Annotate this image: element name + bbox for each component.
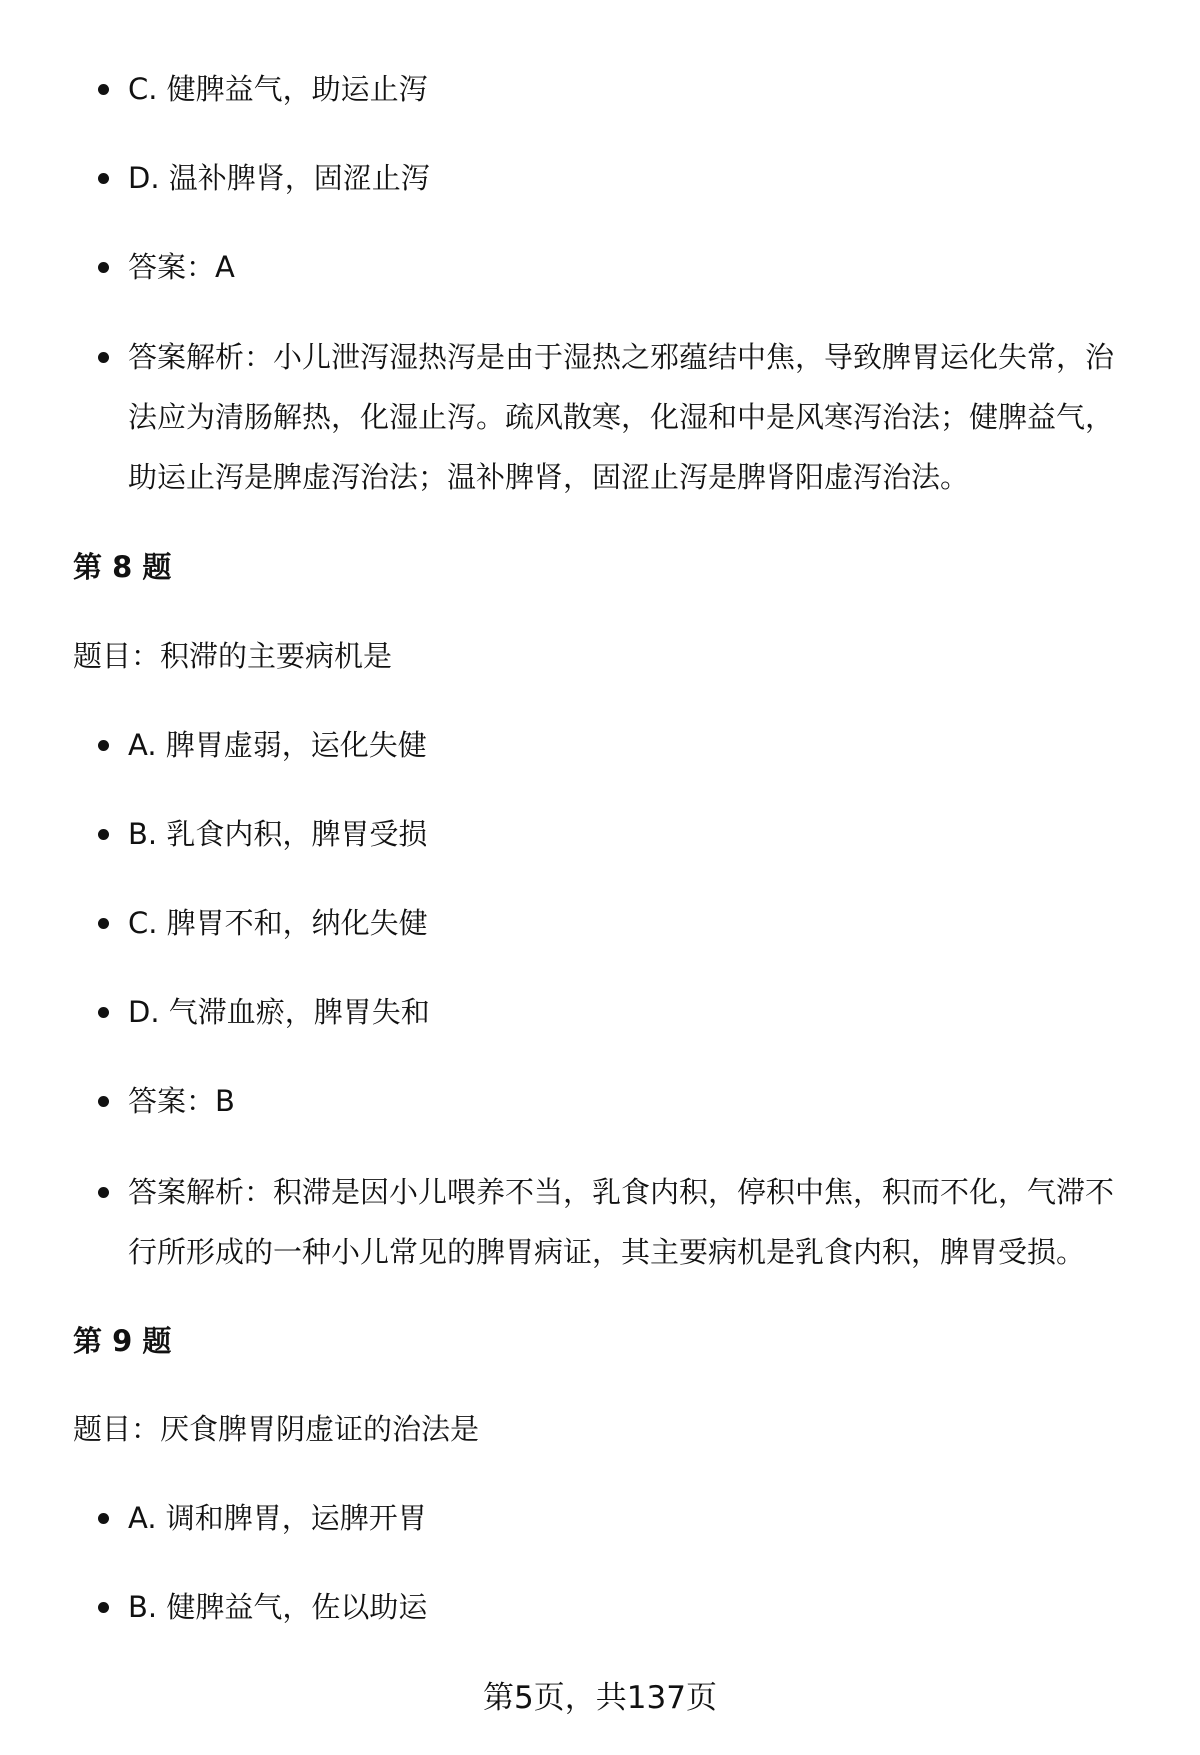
option-text: C. 脾胃不和，纳化失健 xyxy=(128,906,428,940)
option-text: A. 脾胃虚弱，运化失健 xyxy=(128,728,427,762)
bullet-icon xyxy=(98,918,109,929)
bullet-icon xyxy=(98,352,109,363)
q7-answer xyxy=(128,237,1138,297)
option-text: B. 健脾益气，佐以助运 xyxy=(128,1590,428,1624)
bullet-icon xyxy=(98,829,109,840)
answer-text: 答案：B xyxy=(128,1084,235,1118)
q8-heading: 第 8 题 xyxy=(73,550,172,584)
q8-explanation xyxy=(128,1162,1138,1282)
q9-option-a xyxy=(128,1488,1138,1548)
bullet-icon xyxy=(98,1096,109,1107)
bullet-icon xyxy=(98,173,109,184)
q9-option-b xyxy=(128,1577,1138,1637)
bullet-icon xyxy=(98,262,109,273)
bullet-icon xyxy=(98,1187,109,1198)
q8-answer xyxy=(128,1071,1138,1131)
option-text: A. 调和脾胃，运脾开胃 xyxy=(128,1501,427,1535)
option-text: B. 乳食内积，脾胃受损 xyxy=(128,817,428,851)
bullet-icon xyxy=(98,1007,109,1018)
q7-option-c xyxy=(128,59,1138,119)
q9-prompt: 题目：厌食脾胃阴虚证的治法是 xyxy=(73,1412,480,1446)
option-text: C. 健脾益气，助运止泻 xyxy=(128,72,428,106)
explanation-text: 答案解析：小儿泄泻湿热泻是由于湿热之邪蕴结中焦，导致脾胃运化失常，治法应为清肠解热，化湿止泻。疏风散寒，化湿和中是风寒泻治法；健脾益气，助运止泻是脾虚泻治法；温补脾肾，固涩止泻是脾肾阳虚泻治法。 xyxy=(128,340,1115,494)
option-text: D. 温补脾肾，固涩止泻 xyxy=(128,161,430,195)
q8-option-b xyxy=(128,804,1138,864)
page-indicator: 第5页，共137页 xyxy=(483,1680,717,1716)
q8-prompt: 题目：积滞的主要病机是 xyxy=(73,639,393,673)
bullet-icon xyxy=(98,740,109,751)
bullet-icon xyxy=(98,1602,109,1613)
q7-option-d xyxy=(128,148,1138,208)
bullet-icon xyxy=(98,84,109,95)
q8-option-a xyxy=(128,715,1138,775)
explanation-text: 答案解析：积滞是因小儿喂养不当，乳食内积，停积中焦，积而不化，气滞不行所形成的一种小儿常见的脾胃病证，其主要病机是乳食内积，脾胃受损。 xyxy=(128,1175,1115,1269)
q7-explanation xyxy=(128,327,1138,507)
q8-option-c xyxy=(128,893,1138,953)
option-text: D. 气滞血瘀，脾胃失和 xyxy=(128,995,430,1029)
q9-heading: 第 9 题 xyxy=(73,1324,172,1358)
q8-option-d xyxy=(128,982,1138,1042)
answer-text: 答案：A xyxy=(128,250,235,284)
bullet-icon xyxy=(98,1513,109,1524)
